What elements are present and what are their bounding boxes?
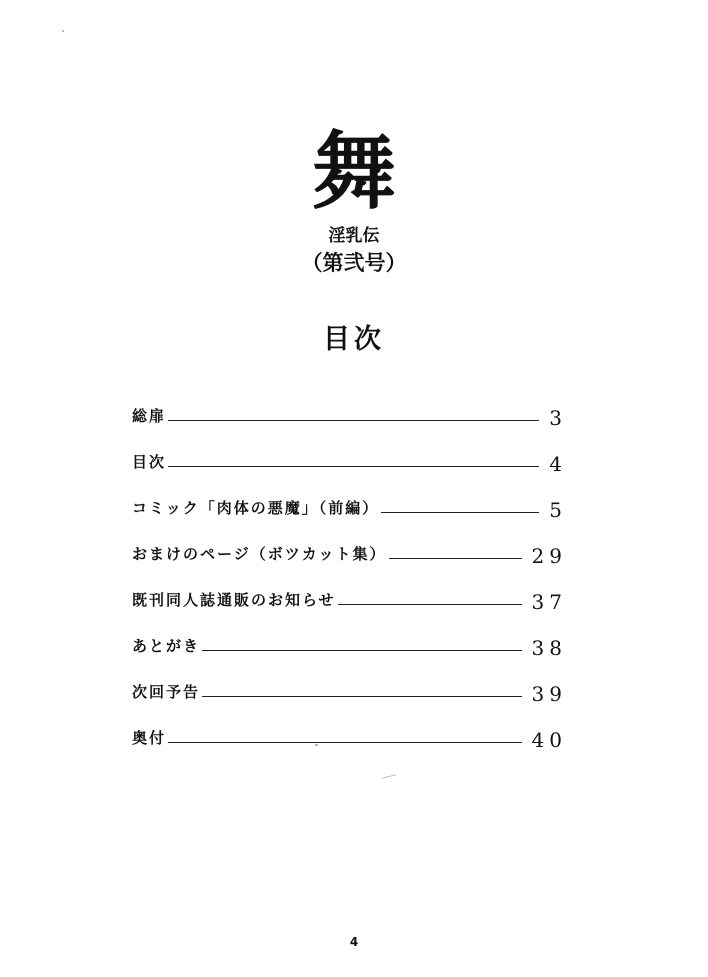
toc-leader-line [338, 604, 522, 605]
table-of-contents [132, 382, 567, 752]
toc-entry [132, 382, 567, 430]
toc-entry-label: 総扉 [132, 407, 167, 425]
toc-entry-label: 目次 [132, 453, 167, 471]
toc-entry-label: おまけのページ（ボツカット集） [132, 545, 387, 563]
toc-entry [132, 520, 567, 568]
toc-entry [132, 612, 567, 660]
toc-entry [132, 474, 567, 522]
toc-leader-line [202, 696, 522, 697]
toc-leader-line [168, 466, 539, 467]
toc-heading: 目次 [323, 324, 385, 355]
scan-speck [62, 30, 64, 32]
toc-leader-line [202, 650, 522, 651]
toc-entry-label: コミック「肉体の悪魔」（前編） [132, 499, 380, 517]
toc-entry-page: 37 [531, 590, 567, 614]
toc-entry [132, 658, 567, 706]
toc-leader-line [168, 742, 522, 743]
issue-number: （第弐号） [301, 250, 407, 275]
toc-entry-page: 4 [549, 452, 567, 476]
subtitle: 淫乳伝 [328, 226, 380, 246]
toc-entry-label: あとがき [132, 637, 201, 655]
toc-leader-line [389, 558, 522, 559]
title-kanji: 舞 [311, 122, 396, 221]
toc-entry-page: 40 [531, 728, 567, 752]
toc-entry-page: 3 [549, 406, 567, 430]
scan-speck [315, 744, 318, 746]
toc-entry-label: 次回予告 [132, 683, 201, 701]
toc-leader-line [381, 512, 539, 513]
footer-page-number: 4 [349, 935, 359, 949]
toc-entry-page: 29 [531, 544, 567, 568]
toc-entry-label: 奥付 [132, 729, 167, 747]
toc-entry [132, 704, 567, 752]
toc-entry [132, 428, 567, 476]
toc-entry-page: 38 [531, 636, 567, 660]
toc-entry-page: 39 [531, 682, 567, 706]
scan-speck [382, 774, 396, 778]
toc-entry-label: 既刊同人誌通販のお知らせ [132, 591, 336, 609]
toc-leader-line [168, 420, 539, 421]
toc-entry-page: 5 [549, 498, 567, 522]
toc-entry [132, 566, 567, 614]
